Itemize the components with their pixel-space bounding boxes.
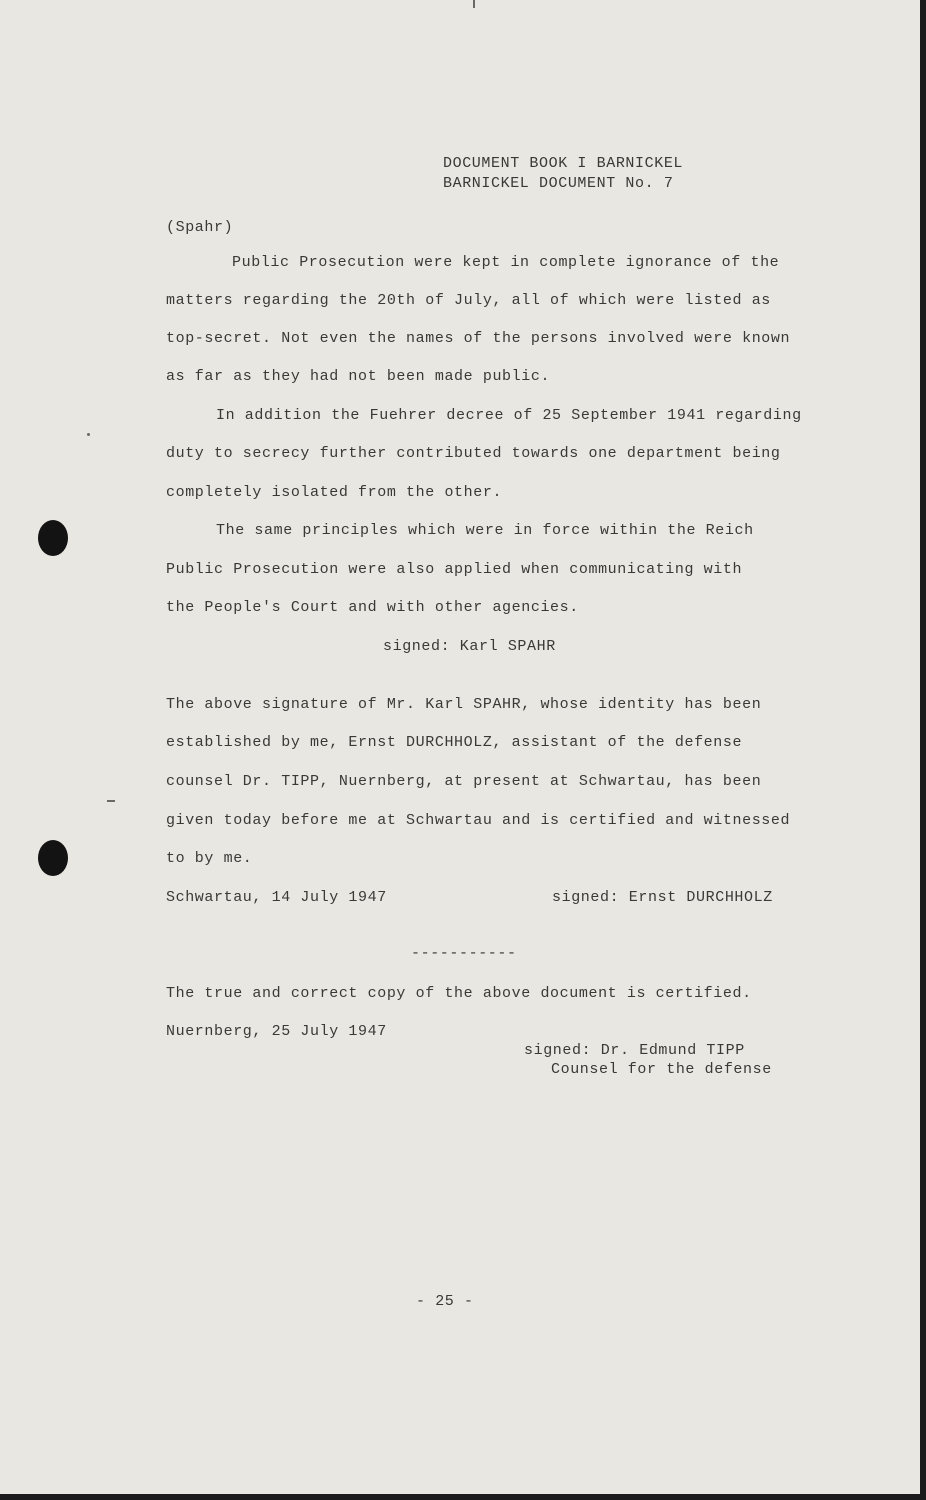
certification-line: established by me, Ernst DURCHHOLZ, assistant of the defense [166,734,743,751]
body-line: completely isolated from the other. [166,484,503,501]
stray-mark [87,433,90,436]
body-line: Public Prosecution were kept in complete ignorance of the [232,254,780,271]
body-line: Public Prosecution were also applied when communicating with [166,561,743,578]
copy-signer-title: Counsel for the defense [551,1061,772,1078]
body-line: duty to secrecy further contributed towards one department being [166,445,781,462]
document-header-line-2: BARNICKEL DOCUMENT No. 7 [443,175,674,192]
punch-hole-top [38,520,68,556]
body-line: the People's Court and with other agencies. [166,599,579,616]
certification-place-date: Schwartau, 14 July 1947 [166,889,387,906]
body-line: The same principles which were in force within the Reich [216,522,754,539]
punch-hole-bottom [38,840,68,876]
body-line: top-secret. Not even the names of the persons involved were known [166,330,791,347]
page-number: - 25 - [416,1293,474,1310]
stray-mark [473,0,475,8]
copy-statement: The true and correct copy of the above document is certified. [166,985,752,1002]
certification-line: The above signature of Mr. Karl SPAHR, whose identity has been [166,696,762,713]
document-header-line-1: DOCUMENT BOOK I BARNICKEL [443,155,684,172]
body-line: matters regarding the 20th of July, all of which were listed as [166,292,771,309]
certification-line: given today before me at Schwartau and is certified and witnessed [166,812,791,829]
separator: ----------- [411,945,517,962]
certification-signature: signed: Ernst DURCHHOLZ [552,889,773,906]
body-line: In addition the Fuehrer decree of 25 September 1941 regarding [216,407,802,424]
copy-signature: signed: Dr. Edmund TIPP [524,1042,745,1059]
certification-line: counsel Dr. TIPP, Nuernberg, at present at Schwartau, has been [166,773,762,790]
body-line: as far as they had not been made public. [166,368,551,385]
affiant-label: (Spahr) [166,219,234,236]
copy-place-date: Nuernberg, 25 July 1947 [166,1023,387,1040]
stray-mark [107,800,115,802]
certification-line: to by me. [166,850,253,867]
spahr-signature: signed: Karl SPAHR [383,638,556,655]
